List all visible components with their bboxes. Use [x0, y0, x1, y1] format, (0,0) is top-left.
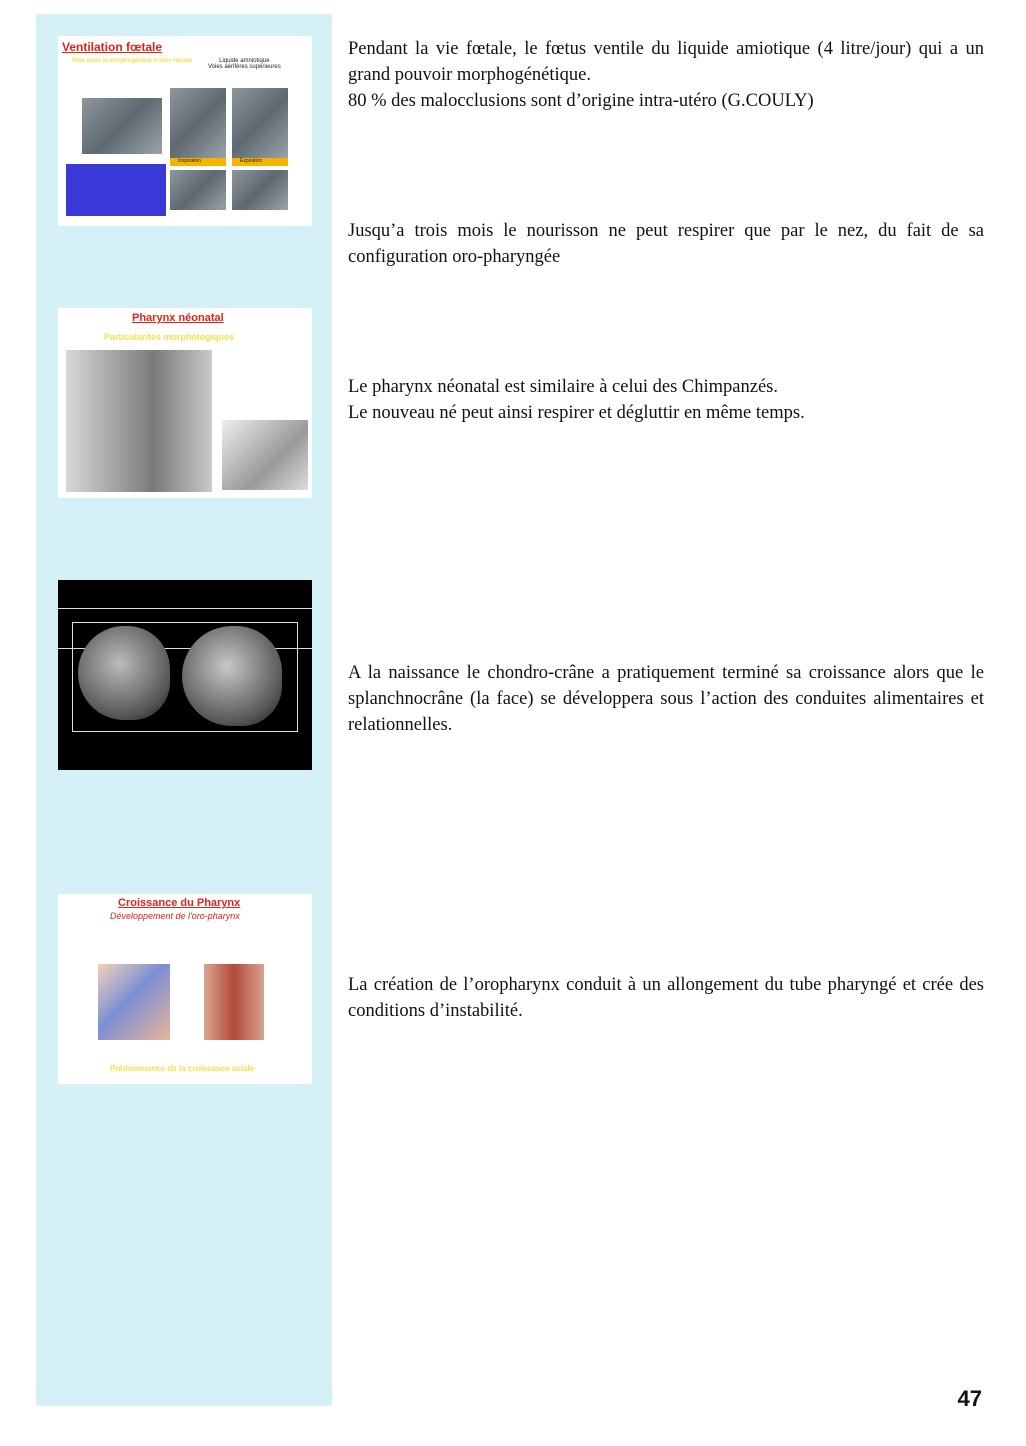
paragraph-ventilation — [348, 36, 984, 114]
ultrasound-image — [170, 88, 226, 158]
paragraph-line: 80 % des malocclusions sont d’origine intra-utéro (G.COULY) — [348, 91, 814, 111]
slide-pharynx-neonatal — [58, 308, 312, 498]
pharynx-diagram-image — [98, 964, 170, 1040]
paragraph-line: Le nouveau né peut ainsi respirer et dégluttir en même temps. — [348, 403, 805, 423]
expiration-tag: Expiration — [232, 158, 288, 166]
infant-skull-image — [78, 626, 170, 720]
slide-title: Pharynx néonatal — [132, 312, 224, 324]
slide-footer: Prédominance de la croissance axiale — [110, 1064, 255, 1073]
chimpanzee-image — [222, 420, 308, 490]
paragraph-line: Jusqu’a trois mois le nourisson ne peut respirer que par le nez, du fait de sa configuration oro-pharyngée — [348, 221, 984, 267]
paragraph-nourisson — [348, 218, 984, 270]
ultrasound-image — [232, 170, 288, 210]
page-number: 47 — [957, 1386, 982, 1411]
slide-label-right: Liquide amniotique Voies aérifères supérieures — [208, 58, 281, 70]
pharynx-section-image — [204, 964, 264, 1040]
ultrasound-image — [82, 98, 162, 154]
blue-text-box — [66, 164, 166, 216]
slide-croissance-pharynx — [58, 894, 312, 1084]
inspiration-tag: Inspiration — [170, 158, 226, 166]
paragraph-oropharynx — [348, 972, 984, 1024]
sagittal-xray-image — [66, 350, 212, 492]
paragraph-line: Pendant la vie fœtale, le fœtus ventile du liquide amiotique (4 litre/jour) qui a un grand pouvoir morphogénétique. — [348, 39, 984, 85]
slide-title: Ventilation fœtale — [62, 40, 163, 54]
paragraph-line: A la naissance le chondro-crâne a pratiquement terminé sa croissance alors que le splanchnocrâne (la face) se développera sous l’action des conduites alimentaires et relationnelles. — [348, 663, 984, 735]
slide-skull-comparison — [58, 580, 312, 770]
ultrasound-image — [232, 88, 288, 158]
slide-subtitle: Particularités morphologiques — [104, 332, 235, 342]
slide-subtitle: Développement de l'oro-pharynx — [110, 911, 240, 921]
paragraph-line: La création de l’oropharynx conduit à un allongement du tube pharyngé et crée des conditions d’instabilité. — [348, 975, 984, 1021]
paragraph-pharynx — [348, 374, 984, 426]
paragraph-chondro-crane — [348, 660, 984, 738]
slide-title: Croissance du Pharynx — [118, 897, 241, 909]
slide-subtitle: Rôle dans la morphogénèse cranio-faciale — [72, 58, 193, 64]
paragraph-line: Le pharynx néonatal est similaire à celui des Chimpanzés. — [348, 377, 778, 397]
ultrasound-image — [170, 170, 226, 210]
slide-ventilation-foetale — [58, 36, 312, 226]
adult-skull-image — [182, 626, 282, 726]
reference-line — [58, 608, 312, 609]
